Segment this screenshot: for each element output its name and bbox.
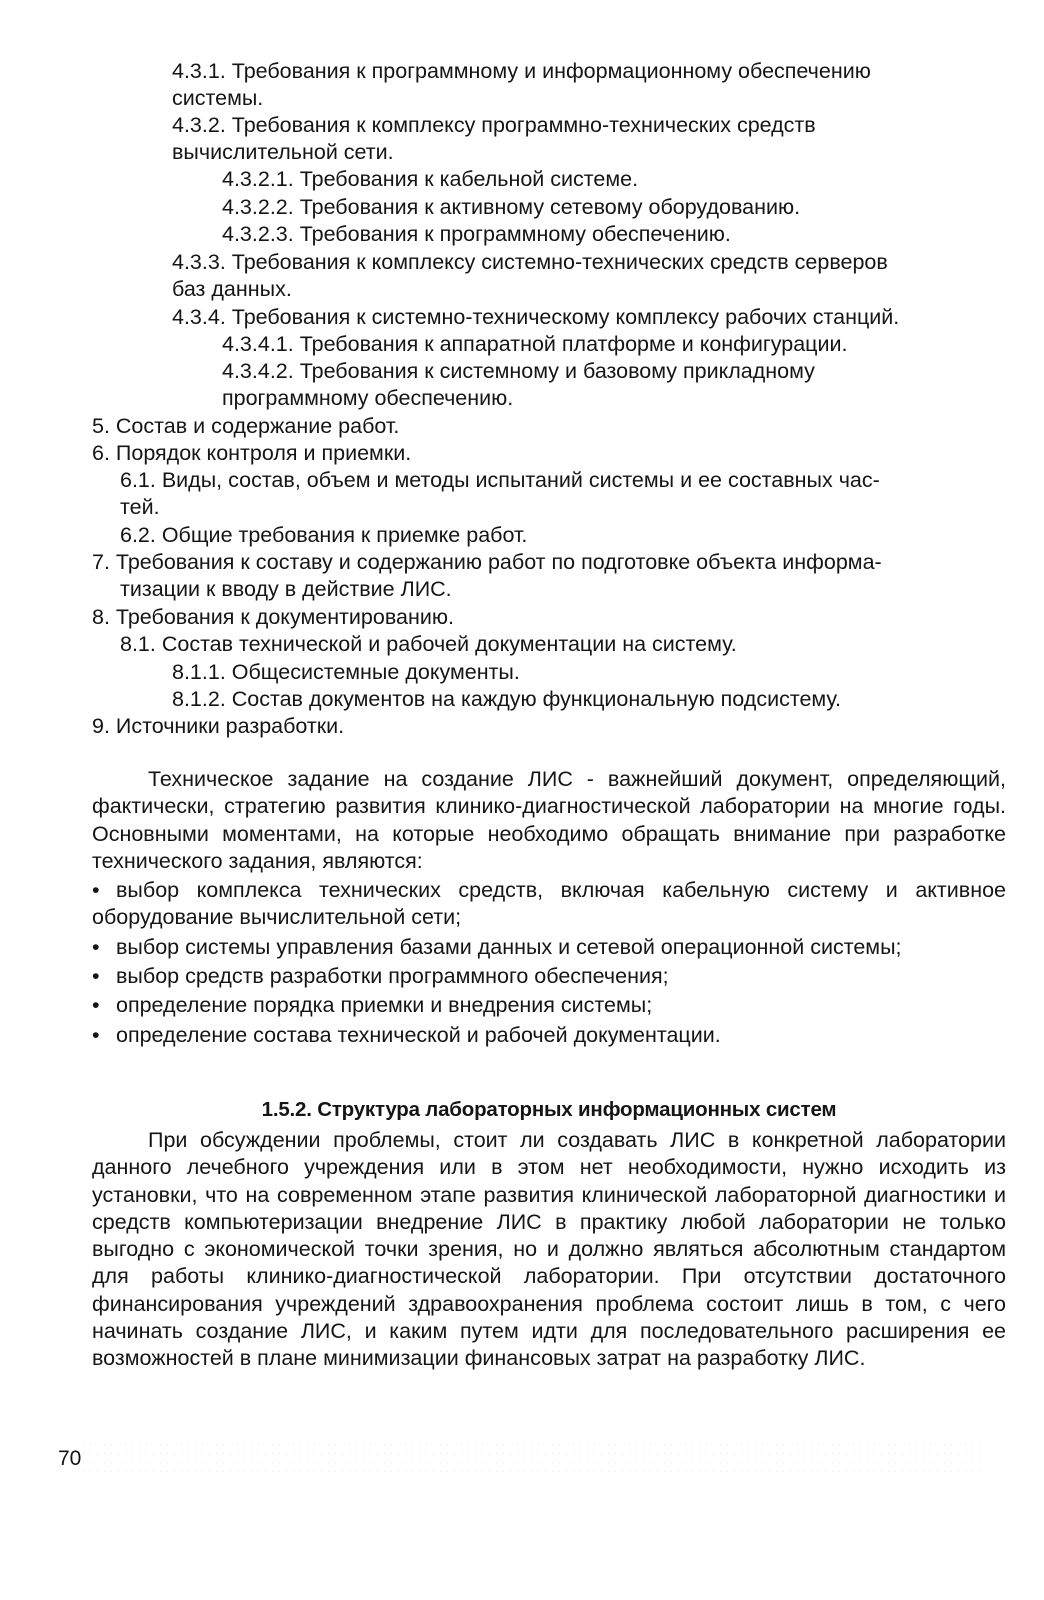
- page-number: 70: [58, 1447, 82, 1470]
- toc-line: 4.3.4.2. Требования к системному и базовому прикладному: [222, 359, 815, 383]
- list-item: [92, 992, 1006, 1019]
- toc-line: 9. Источники разработки.: [92, 714, 345, 738]
- toc-line: 4.3.3. Требования к комплексу системно-технических средств серверов: [172, 250, 888, 274]
- toc-line: 4.3.2.2. Требования к активному сетевому оборудованию.: [222, 195, 801, 219]
- toc-line: 6.2. Общие требования к приемке работ.: [120, 523, 528, 547]
- section-heading: 1.5.2. Структура лабораторных информационных систем: [261, 1098, 837, 1121]
- toc-line: 7. Требования к составу и содержанию работ по подготовке объекта информа-: [92, 550, 882, 574]
- toc-line: системы.: [172, 86, 264, 110]
- intro-block: [92, 766, 1006, 1049]
- bullet-text: выбор комплекса технических средств, включая кабельную систему и активное оборудование вычислительной сети;: [92, 878, 1006, 930]
- toc-line: 4.3.2.3. Требования к программному обеспечению.: [222, 222, 731, 246]
- bullet-marker: •: [92, 964, 100, 989]
- bullet-text: определение порядка приемки и внедрения системы;: [116, 993, 653, 1018]
- toc-line: тизации к вводу в действие ЛИС.: [120, 577, 452, 601]
- toc-line: 8. Требования к документированию.: [92, 605, 454, 629]
- toc-line: 4.3.4.1. Требования к аппаратной платформе и конфигурации.: [222, 332, 848, 356]
- bullet-marker: •: [92, 934, 100, 959]
- bullet-text: выбор средств разработки программного обеспечения;: [116, 964, 669, 989]
- toc-line: 4.3.2.1. Требования к кабельной системе.: [222, 167, 639, 191]
- bullet-text: определение состава технической и рабочей документации.: [116, 1022, 721, 1047]
- section-block: [92, 1127, 1006, 1373]
- toc-line: 8.1.2. Состав документов на каждую функциональную подсистему.: [172, 687, 841, 711]
- toc-line: баз данных.: [172, 277, 292, 301]
- list-item: [92, 934, 1006, 961]
- toc-line: 6.1. Виды, состав, объем и методы испытаний системы и ее составных час-: [120, 468, 880, 492]
- toc-line: программному обеспечению.: [222, 386, 514, 410]
- list-item: [92, 1022, 1006, 1049]
- list-item: [92, 963, 1006, 990]
- scan-noise: [80, 1440, 980, 1480]
- bullet-marker: •: [92, 1022, 100, 1047]
- toc-line: 5. Состав и содержание работ.: [92, 414, 400, 438]
- bullet-marker: •: [92, 878, 100, 903]
- toc-line: 4.3.2. Требования к комплексу программно-технических средств: [172, 113, 816, 137]
- section-paragraph: При обсуждении проблемы, стоит ли создавать ЛИС в конкретной лаборатории данного лечебного учреждения или в этом нет необходимости, нужно исходить из установки, что на современном этапе развития клинической лабораторной диагностики и средств компьютеризации внедрение ЛИС в практику любой лаборатории не только выгодно с экономической точки зрения, но и должно являться абсолютным стандартом для работы клинико-диагностической лаборатории. При отсутствии достаточного финансирования учреждений здравоохранения проблема состоит лишь в том, с чего начинать создание ЛИС, и каким путем идти для последовательного расширения ее возможностей в плане минимизации финансовых затрат на разработку ЛИС.: [92, 1128, 1006, 1371]
- toc-line: 6. Порядок контроля и приемки.: [92, 441, 412, 465]
- toc-line: вычислительной сети.: [172, 140, 394, 164]
- toc-line: 4.3.4. Требования к системно-техническому комплексу рабочих станций.: [172, 305, 900, 329]
- list-item: [92, 877, 1006, 932]
- bullet-text: выбор системы управления базами данных и сетевой операционной системы;: [116, 934, 902, 959]
- intro-paragraph: Техническое задание на создание ЛИС - важнейший документ, определяющий, фактически, стратегию развития клинико-диагностической лаборатории на многие годы. Основными моментами, на которые необходимо обращать внимание при разработке технического задания, являются:: [92, 767, 1006, 873]
- toc-line: 8.1.1. Общесистемные документы.: [172, 660, 520, 684]
- bullet-marker: •: [92, 993, 100, 1018]
- toc-line: 8.1. Состав технической и рабочей документации на систему.: [120, 632, 737, 656]
- toc-line: тей.: [120, 495, 160, 519]
- toc-line: 4.3.1. Требования к программному и информационному обеспечению: [172, 59, 871, 83]
